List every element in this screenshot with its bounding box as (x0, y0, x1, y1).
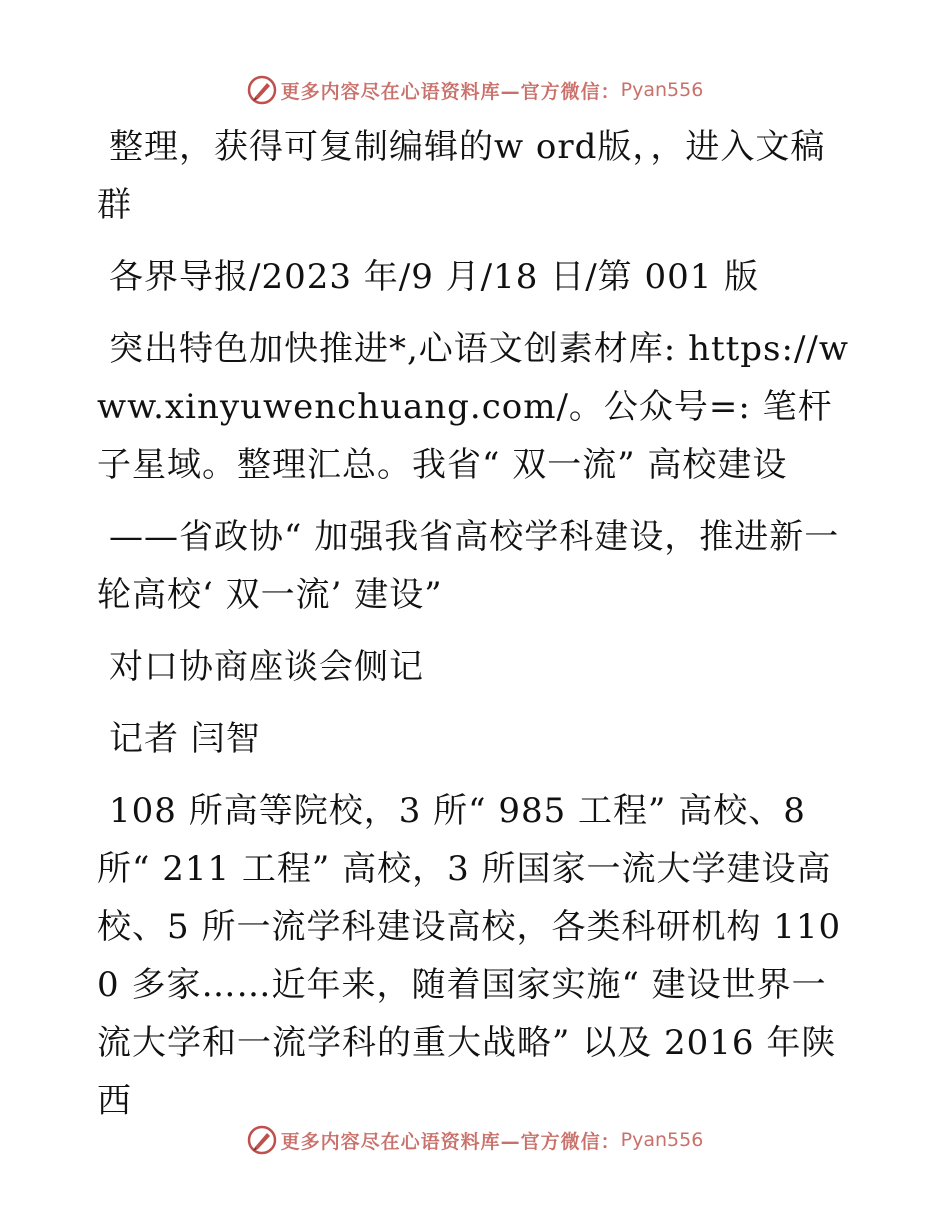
paragraph-subtitle: ——省政协“ 加强我省高校学科建设，推进新一轮高校‘ 双一流’ 建设” (97, 517, 840, 615)
paragraph-title: 突出特色加快推进*,心语文创素材库: https://www.xinyuwenchuang.com/。公众号=: 笔杆子星域。整理汇总。我省“ 双一流” 高校建设 (97, 329, 849, 485)
pen-logo-icon (247, 75, 277, 105)
header-watermark (0, 72, 950, 108)
document-body (97, 118, 857, 1144)
footer-watermark (0, 1122, 950, 1158)
paragraph-intro: 整理，获得可复制编辑的w ord版，，进入文稿群 (97, 127, 826, 225)
paragraph-body: 108 所高等院校，3 所“ 985 工程” 高校、8 所“ 211 工程” 高校，3 所国家一流大学建设高校、5 所一流学科建设高校，各类科研机构 1100 多家……近年来，随着国家实施“ 建设世界一流大学和一流学科的重大战略” 以及 2016 年陕西 (97, 791, 842, 1121)
watermark-wechat-id: Pyan556 (620, 79, 704, 101)
watermark-wechat-id: Pyan556 (620, 1129, 704, 1151)
paragraph-source: 各界导报/2023 年/9 月/18 日/第 001 版 (109, 257, 760, 297)
paragraph-subtitle-end: 对口协商座谈会侧记 (109, 647, 424, 687)
watermark-text: 更多内容尽在心语资料库—官方微信： (280, 80, 621, 103)
watermark-text: 更多内容尽在心语资料库—官方微信： (280, 1130, 621, 1153)
paragraph-reporter: 记者 闫智 (109, 719, 261, 759)
pen-logo-icon (247, 1125, 277, 1155)
